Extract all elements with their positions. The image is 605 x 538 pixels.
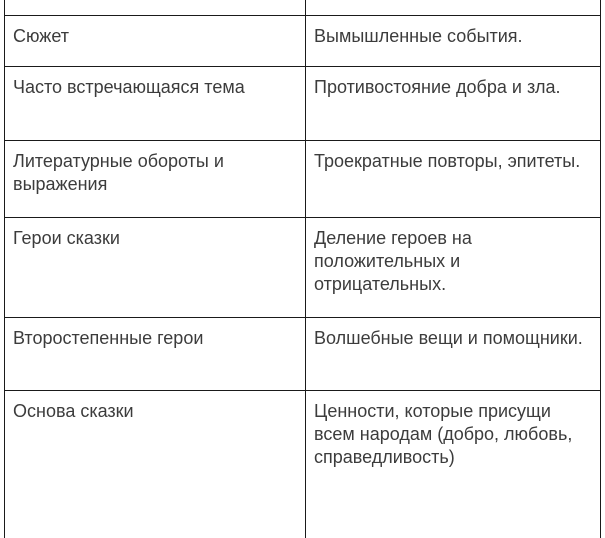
feature-cell: Сюжет xyxy=(5,16,306,67)
table-row xyxy=(5,67,601,141)
table-cell-empty xyxy=(306,0,601,16)
description-cell: Деление героев на положительных и отрицательных. xyxy=(306,218,601,318)
table-row xyxy=(5,16,601,67)
table-row xyxy=(5,318,601,391)
feature-cell: Основа сказки xyxy=(5,391,306,538)
table-cell-empty xyxy=(5,0,306,16)
description-cell: Троекратные повторы, эпитеты. xyxy=(306,141,601,218)
fairy-tale-features-table xyxy=(4,0,601,538)
table-row xyxy=(5,218,601,318)
feature-cell: Второстепенные герои xyxy=(5,318,306,391)
table-row xyxy=(5,391,601,538)
description-cell: Волшебные вещи и помощники. xyxy=(306,318,601,391)
table-row xyxy=(5,141,601,218)
feature-cell: Литературные обороты и выражения xyxy=(5,141,306,218)
table-row-header-partial xyxy=(5,0,601,16)
feature-cell: Часто встречающаяся тема xyxy=(5,67,306,141)
description-cell: Ценности, которые присущи всем народам (добро, любовь, справедливость) xyxy=(306,391,601,538)
feature-cell: Герои сказки xyxy=(5,218,306,318)
description-cell: Вымышленные события. xyxy=(306,16,601,67)
description-cell: Противостояние добра и зла. xyxy=(306,67,601,141)
